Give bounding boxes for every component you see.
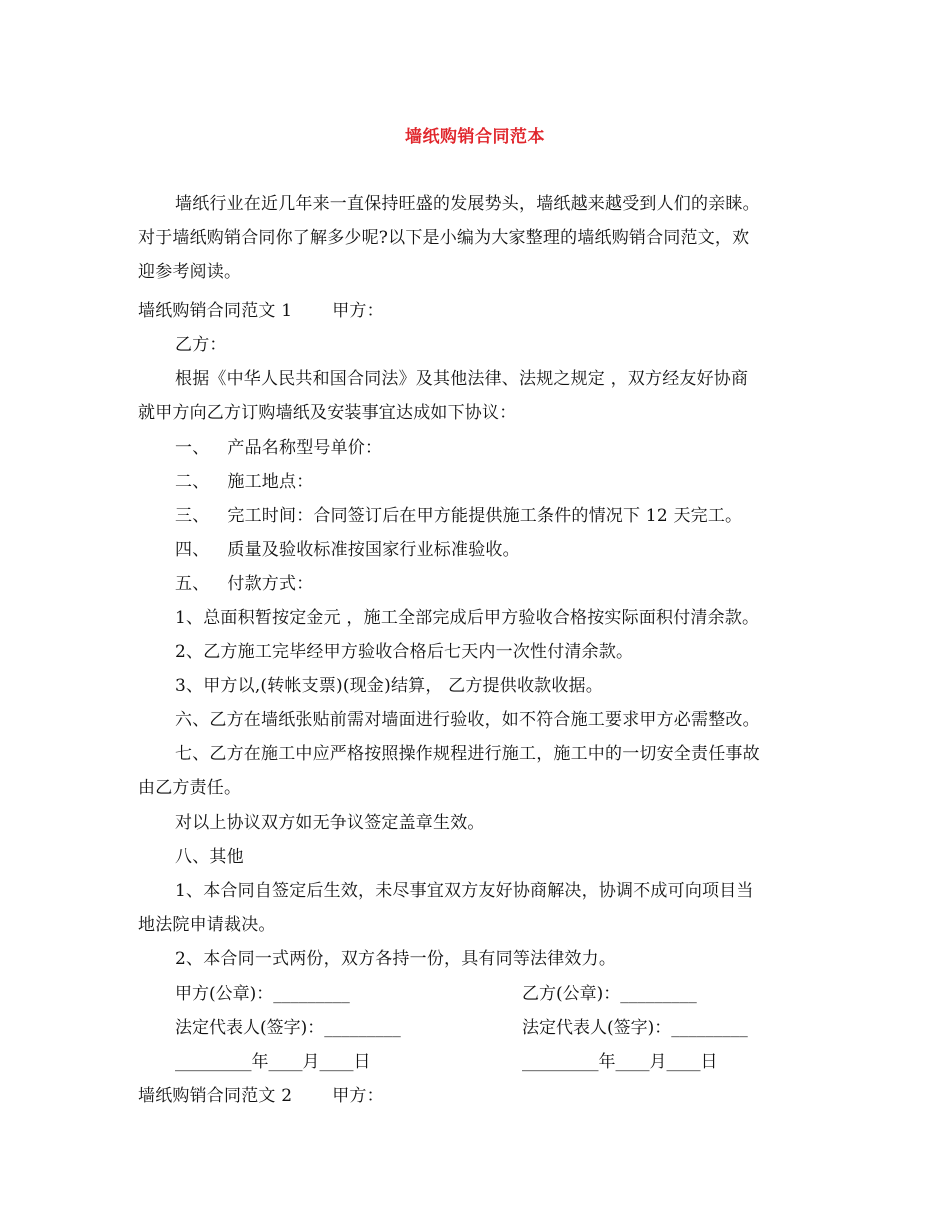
clause-4-number: 四、 xyxy=(175,540,210,560)
party-b-seal: 乙方(公章)：_________ xyxy=(522,984,697,1004)
party-b-date: _________年____月____日 xyxy=(522,1052,718,1072)
clause-2 xyxy=(175,470,313,494)
sample-1-heading: 墙纸购销合同范文 1 xyxy=(138,301,293,321)
clause-2-text: 施工地点： xyxy=(227,472,314,492)
party-a-seal: 甲方(公章)：_________ xyxy=(175,984,350,1004)
clause-4-text: 质量及验收标准按国家行业标准验收。 xyxy=(227,540,520,560)
other-heading: 八、其他 xyxy=(175,847,244,867)
clause-2-number: 二、 xyxy=(175,472,210,492)
agreement-text: 对以上协议双方如无争议签定盖章生效。 xyxy=(175,813,485,833)
clause-5-number: 五、 xyxy=(175,574,210,594)
party-a-date: _________年____月____日 xyxy=(175,1052,371,1072)
clause-1 xyxy=(175,436,382,460)
sample-2-party-a: 甲方： xyxy=(332,1086,384,1106)
payment-item-3: 3、甲方以,(转帐支票)(现金)结算， 乙方提供收款收据。 xyxy=(175,676,603,696)
document-title: 墙纸购销合同范本 xyxy=(405,127,545,147)
clause-6: 六、乙方在墙纸张贴前需对墙面进行验收，如不符合施工要求甲方必需整改。 xyxy=(175,710,760,730)
clause-1-text: 产品名称型号单价： xyxy=(227,438,383,458)
sample-1-party-a: 甲方： xyxy=(332,301,384,321)
sample-1-heading-row xyxy=(138,299,384,323)
clause-5-text: 付款方式： xyxy=(227,574,314,594)
intro-line-2: 对于墙纸购销合同你了解多少呢?以下是小编为大家整理的墙纸购销合同范文，欢 xyxy=(138,228,750,248)
party-a-representative: 法定代表人(签字)：_________ xyxy=(175,1018,401,1038)
clause-7-line-2: 由乙方责任。 xyxy=(138,778,242,798)
other-item-1-line-1: 1、本合同自签定后生效，未尽事宜双方友好协商解决，协调不成可向项目当 xyxy=(175,881,754,901)
clause-3 xyxy=(175,504,742,528)
sample-2-heading-row xyxy=(138,1084,384,1108)
clause-1-number: 一、 xyxy=(175,438,210,458)
intro-line-3: 迎参考阅读。 xyxy=(138,262,242,282)
intro-line-1: 墙纸行业在近几年来一直保持旺盛的发展势头，墙纸越来越受到人们的亲睐。 xyxy=(175,194,760,214)
basis-line-2: 就甲方向乙方订购墙纸及安装事宜达成如下协议： xyxy=(138,403,517,423)
clause-5 xyxy=(175,572,313,596)
clause-4 xyxy=(175,538,520,562)
payment-item-2: 2、乙方施工完毕经甲方验收合格后七天内一次性付清余款。 xyxy=(175,642,634,662)
basis-line-1: 根据《中华人民共和国合同法》及其他法律、法规之规定 ，双方经友好协商 xyxy=(175,369,749,389)
other-item-2: 2、本合同一式两份，双方各持一份，具有同等法律效力。 xyxy=(175,949,617,969)
payment-item-1: 1、总面积暂按定金元 ，施工全部完成后甲方验收合格按实际面积付清余款。 xyxy=(175,608,760,628)
clause-3-text: 完工时间：合同签订后在甲方能提供施工条件的情况下 12 天完工。 xyxy=(227,506,743,526)
clause-7-line-1: 七、乙方在施工中应严格按照操作规程进行施工，施工中的一切安全责任事故 xyxy=(175,744,760,764)
clause-3-number: 三、 xyxy=(175,506,210,526)
party-b-label: 乙方： xyxy=(175,335,227,355)
sample-2-heading: 墙纸购销合同范文 2 xyxy=(138,1086,293,1106)
party-b-representative: 法定代表人(签字)：_________ xyxy=(522,1018,748,1038)
other-item-1-line-2: 地法院申请裁决。 xyxy=(138,915,276,935)
